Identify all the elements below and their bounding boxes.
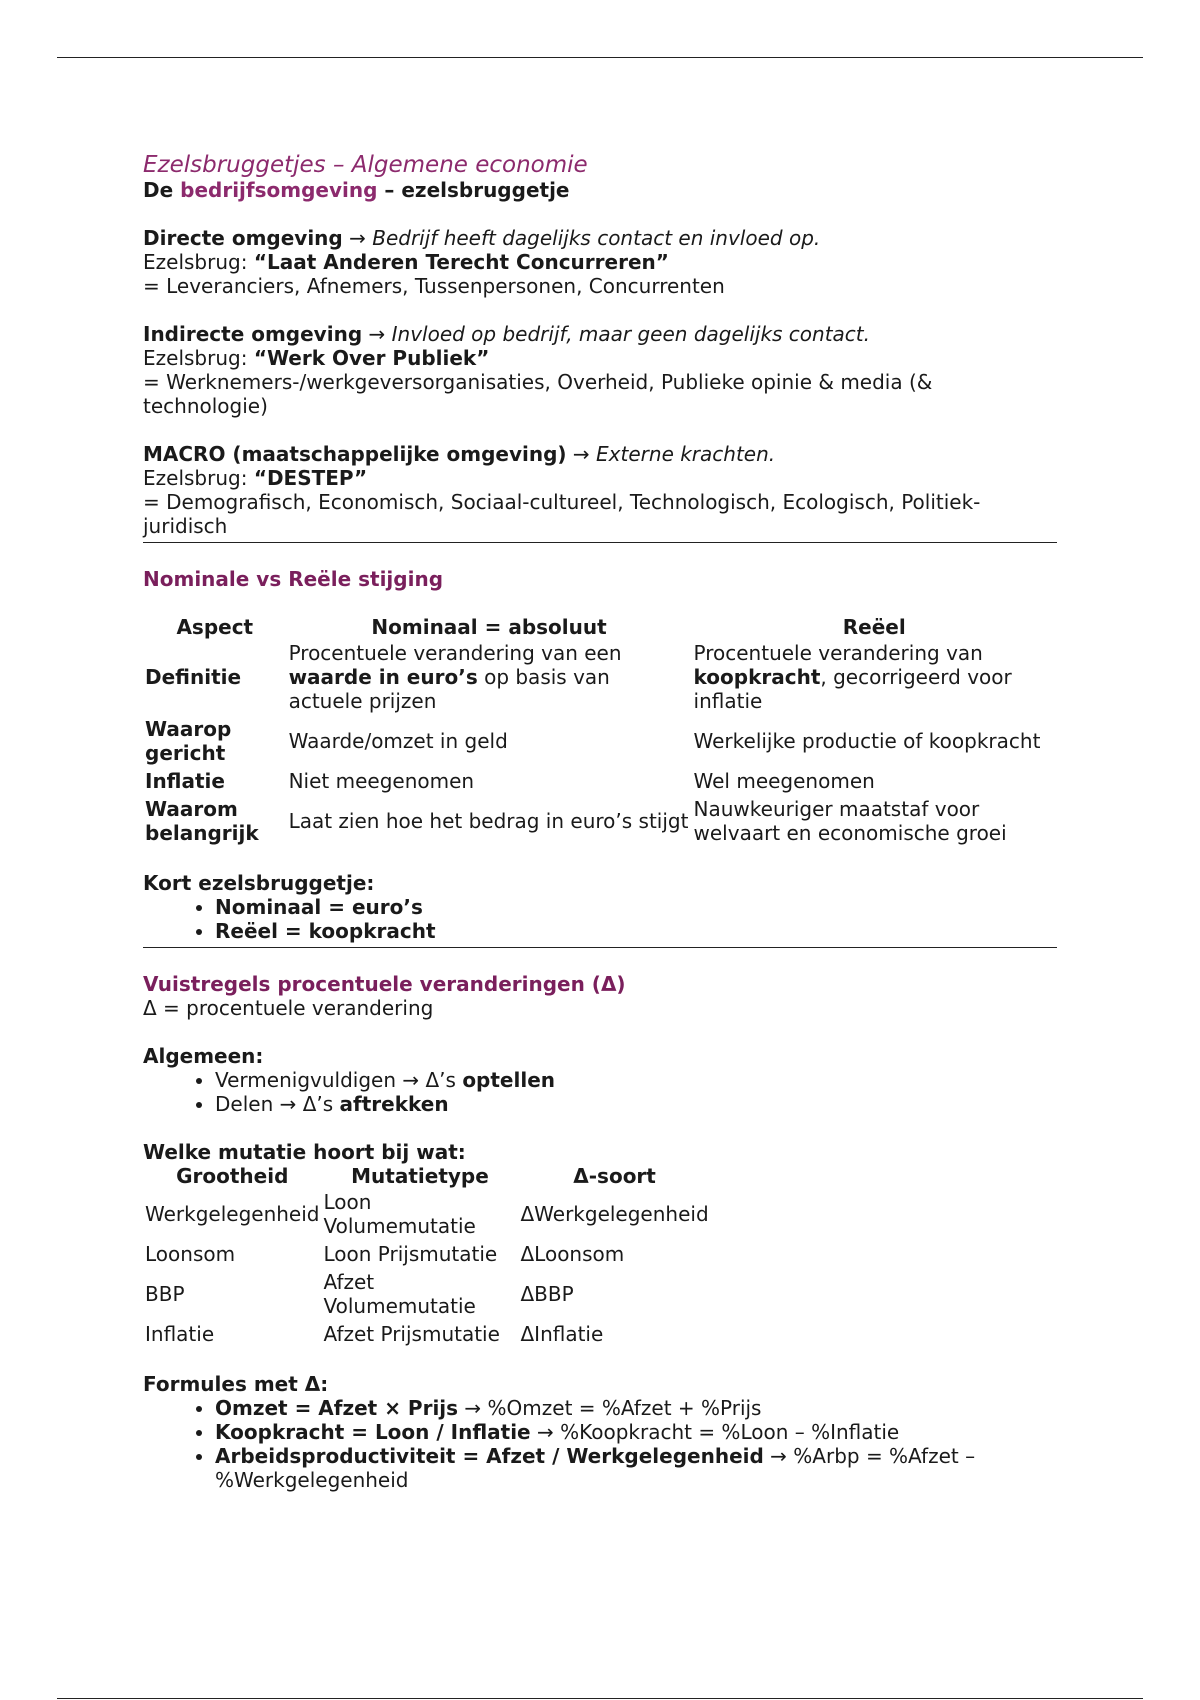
section-title-vuistregels: Vuistregels procentuele veranderingen (Δ): [143, 972, 626, 996]
table-cell: ΔLoonsom: [520, 1242, 625, 1266]
table-row: [143, 1268, 711, 1320]
ezelsbrug-phrase: “DESTEP”: [253, 466, 368, 490]
table-row: [143, 795, 1057, 847]
algemeen-list: [143, 1068, 1057, 1116]
table-cell-aspect: Waarop gericht: [145, 717, 232, 765]
document-title: Ezelsbruggetjes – Algemene economie: [143, 152, 588, 178]
table-row: [143, 1240, 711, 1268]
list-item: • Reëel = koopkracht: [215, 919, 1057, 943]
omgeving-description: Externe krachten.: [596, 442, 776, 466]
ezelsbrug-label: Ezelsbrug:: [143, 466, 254, 490]
table-cell: BBP: [145, 1282, 185, 1306]
table-cell: Afzet Volumemutatie: [323, 1270, 476, 1318]
list-item: • Omzet = Afzet × Prijs → %Omzet = %Afzet + %Prijs: [215, 1396, 1057, 1420]
table-cell-reeel: Wel meegenomen: [693, 769, 875, 793]
document-subtitle: [143, 178, 1057, 202]
table-header: Grootheid: [176, 1164, 289, 1188]
table-cell-nominaal: Laat zien hoe het bedrag in euro’s stijgt: [288, 809, 689, 833]
kort-ezelsbruggetje-label: Kort ezelsbruggetje:: [143, 871, 375, 895]
list-item: • Nominaal = euro’s: [215, 895, 1057, 919]
algemeen-label: Algemeen:: [143, 1044, 264, 1068]
ezelsbrug-phrase: “Werk Over Publiek”: [253, 346, 490, 370]
table-cell: Afzet Prijsmutatie: [323, 1322, 500, 1346]
table-row: [143, 1320, 711, 1348]
table-header: Nominaal = absoluut: [371, 615, 607, 639]
list-item: • Arbeidsproductiviteit = Afzet / Werkgelegenheid → %Arbp = %Afzet – %Werkgelegenheid: [215, 1444, 1057, 1492]
table-cell: Inflatie: [145, 1322, 215, 1346]
table-cell-reeel: Werkelijke productie of koopkracht: [693, 729, 1041, 753]
page-top-rule: [57, 57, 1143, 58]
ezelsbrug-label: Ezelsbrug:: [143, 346, 254, 370]
mutatie-label: Welke mutatie hoort bij wat:: [143, 1140, 466, 1164]
page-bottom-rule: [57, 1698, 1143, 1699]
list-item: • Delen → Δ’s aftrekken: [215, 1092, 1057, 1116]
table-header: Mutatietype: [351, 1164, 489, 1188]
nominaal-reeel-table: [143, 615, 1057, 847]
omgeving-items: = Demografisch, Economisch, Sociaal-cultureel, Technologisch, Ecologisch, Politiek-juridisch: [143, 490, 981, 538]
table-cell-nominaal: Niet meegenomen: [288, 769, 475, 793]
omgeving-items: = Werknemers-/werkgeversorganisaties, Overheid, Publieke opinie & media (& technologie): [143, 370, 933, 418]
omgeving-description: Bedrijf heeft dagelijks contact en invloed op.: [372, 226, 821, 250]
table-row: [143, 767, 1057, 795]
table-row: [143, 715, 1057, 767]
omgeving-items: = Leveranciers, Afnemers, Tussenpersonen, Concurrenten: [143, 274, 725, 298]
section-title-nominaal: Nominale vs Reële stijging: [143, 567, 444, 591]
table-cell-nominaal: Waarde/omzet in geld: [288, 729, 508, 753]
directe-omgeving-block: [143, 226, 1057, 298]
table-cell: ΔBBP: [520, 1282, 574, 1306]
table-cell: ΔWerkgelegenheid: [520, 1202, 709, 1226]
table-cell-reeel: Nauwkeuriger maatstaf voor welvaart en economische groei: [693, 797, 1007, 845]
table-cell: ΔInflatie: [520, 1322, 604, 1346]
omgeving-heading: Indirecte omgeving: [143, 322, 363, 346]
section-divider: [143, 947, 1057, 948]
delta-definition: Δ = procentuele verandering: [143, 996, 434, 1020]
list-item: • Koopkracht = Loon / Inflatie → %Koopkracht = %Loon – %Inflatie: [215, 1420, 1057, 1444]
table-cell-aspect: Definitie: [145, 665, 242, 689]
macro-omgeving-block: [143, 442, 1057, 538]
formules-label: Formules met Δ:: [143, 1372, 329, 1396]
list-item: • Vermenigvuldigen → Δ’s optellen: [215, 1068, 1057, 1092]
table-cell: Loonsom: [145, 1242, 236, 1266]
table-cell: Werkgelegenheid: [145, 1202, 320, 1226]
mutatie-table: [143, 1164, 711, 1348]
arrow: →: [362, 322, 392, 346]
omgeving-heading: Directe omgeving: [143, 226, 343, 250]
ezelsbrug-label: Ezelsbrug:: [143, 250, 254, 274]
arrow: →: [342, 226, 373, 250]
table-header-row: [143, 615, 1057, 639]
table-row: [143, 1188, 711, 1240]
table-cell: Loon Prijsmutatie: [323, 1242, 498, 1266]
subtitle-pre: De: [143, 178, 181, 202]
subtitle-accent: bedrijfsomgeving: [180, 178, 378, 202]
arrow: →: [566, 442, 597, 466]
table-cell: Loon Volumemutatie: [323, 1190, 476, 1238]
table-header: Reëel: [842, 615, 906, 639]
omgeving-heading: MACRO (maatschappelijke omgeving): [143, 442, 567, 466]
table-row: [143, 639, 1057, 715]
kort-ezelsbruggetje-list: [143, 895, 1057, 943]
section-divider: [143, 542, 1057, 543]
ezelsbrug-phrase: “Laat Anderen Terecht Concurreren”: [253, 250, 669, 274]
formules-list: [143, 1396, 1057, 1492]
table-header: Δ-soort: [573, 1164, 656, 1188]
omgeving-description: Invloed op bedrijf, maar geen dagelijks contact.: [391, 322, 871, 346]
table-header-row: [143, 1164, 711, 1188]
table-cell-aspect: Waarom belangrijk: [145, 797, 259, 845]
table-cell-nominaal: Procentuele verandering van een waarde in euro’s op basis van actuele prijzen: [288, 641, 622, 713]
document-body: [143, 152, 1057, 1492]
subtitle-post: – ezelsbruggetje: [377, 178, 570, 202]
indirecte-omgeving-block: [143, 322, 1057, 418]
table-header: Aspect: [176, 615, 254, 639]
table-cell-aspect: Inflatie: [145, 769, 225, 793]
table-cell-reeel: Procentuele verandering van koopkracht, gecorrigeerd voor inflatie: [693, 641, 1012, 713]
